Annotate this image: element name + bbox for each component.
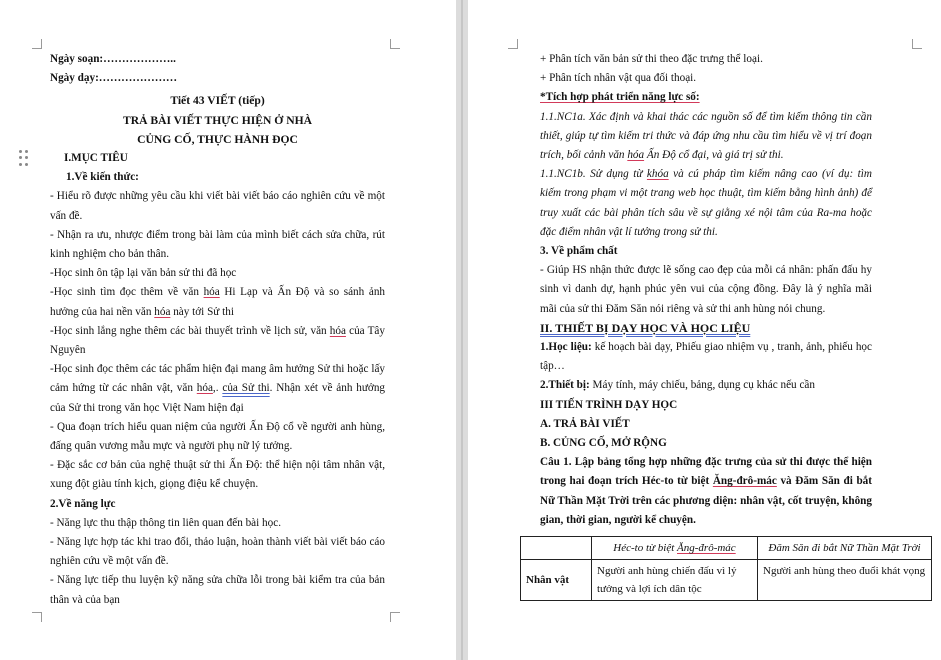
analysis-item: + Phân tích văn bản sử thi theo đặc trưng thể loại. — [540, 53, 763, 65]
question-1: Câu 1. Lập bảng tổng hợp những đặc trưng của sử thi được thể hiện trong hai đoạn trích Héc-to từ biệt Ăng-đrô-mác và Đăm Săn đi bắt Nữ Thần Mặt Trời trên các phương diện: nhân vật, cốt truyện, không gian, thời gian, người kể chuyện. — [540, 456, 872, 526]
corner-mark — [508, 39, 518, 49]
comparison-table[interactable] — [520, 536, 932, 601]
knowledge-item: -Học sinh đọc thêm các tác phẩm hiện đại mang âm hưởng Sử thi hoặc lấy cảm hứng từ các nhân vật, văn hóa,. của Sử thi. Nhận xét về ảnh hưởng của Sử thi trong văn học Việt Nam hiện đại — [50, 363, 386, 414]
digital-competence-heading: *Tích hợp phát triển năng lực số: — [540, 91, 700, 104]
corner-mark — [390, 39, 400, 49]
lesson-title-2: TRẢ BÀI VIẾT THỰC HIỆN Ở NHÀ — [123, 113, 312, 127]
table-cell[interactable] — [521, 537, 592, 560]
competence-item: - Năng lực thu thập thông tin liên quan đến bài học. — [50, 516, 282, 529]
competence-item: - Năng lực tiếp thu luyện kỹ năng sửa chữa lỗi trong bài kiểm tra của bản thân và của bạn — [50, 574, 385, 606]
sub-competence: 2.Về năng lực — [50, 497, 116, 510]
qualities-item: - Giúp HS nhận thức được lẽ sống cao đẹp của mỗi cá nhân: phấn đấu hy sinh vì danh dự, hạnh phúc yên vui của cộng đồng. Đây là ý nghĩa mãi mãi của sử thi Đăm Săn nói riêng và sử thi anh hùng nói chung. — [540, 264, 872, 315]
right-page-text[interactable] — [540, 50, 872, 530]
paragraph-drag-handle[interactable] — [19, 150, 31, 166]
section-equipment: II. THIẾT BỊ DẠY HỌC VÀ HỌC LIỆU — [540, 320, 751, 335]
knowledge-item: -Học sinh tìm đọc thêm về văn hóa Hi Lạp và Ấn Độ và so sánh ảnh hưởng của hai nền văn hóa này tới Sử thi — [50, 286, 386, 318]
date-prepared: Ngày soạn:……………….. — [50, 53, 176, 65]
knowledge-item: - Hiểu rõ được những yêu cầu khi viết bài viết báo cáo nghiên cứu về một vấn đề. — [50, 190, 385, 222]
corner-mark — [912, 39, 922, 49]
knowledge-item: -Học sinh lắng nghe thêm các bài thuyết trình về lịch sử, văn hóa của Tây Nguyên — [50, 324, 385, 357]
knowledge-item: - Nhận ra ưu, nhược điểm trong bài làm của mình biết cách sửa chữa, rút kinh nghiệm cho bản thân. — [50, 228, 385, 261]
digital-competence-item: 1.1.NC1a. Xác định và khai thác các nguồn số để tìm kiếm thông tin cần thiết, giúp tự tìm kiếm tri thức và đáp ứng nhu cầu tìm hiểu về vị trí đoạn trích, bối cảnh văn hóa Ấn Độ cổ đại, và giá trị sử thi. — [540, 110, 872, 162]
table-row — [521, 560, 932, 601]
table-cell[interactable]: Người anh hùng chiến đấu vì lý tưởng và lợi ích dân tộc — [592, 560, 758, 601]
corner-mark — [390, 612, 400, 622]
table-row-label[interactable]: Nhân vật — [521, 560, 592, 601]
part-b: B. CỦNG CỐ, MỞ RỘNG — [540, 437, 667, 450]
section-process: III TIẾN TRÌNH DẠY HỌC — [540, 398, 678, 411]
page-separator — [461, 0, 463, 660]
section-objectives: I.MỤC TIÊU — [64, 152, 128, 165]
sub-knowledge: 1.Về kiến thức: — [66, 171, 139, 184]
date-taught: Ngày dạy:………………… — [50, 72, 178, 85]
corner-mark — [32, 612, 42, 622]
knowledge-item: - Qua đoạn trích hiểu quan niệm của người Ấn Độ cổ về người anh hùng, đấng quân vương mẫu mực và người phụ nữ lý tưởng. — [50, 420, 385, 453]
equipment-item: 2.Thiết bị: Máy tính, máy chiếu, bảng, dụng cụ khác nếu cần — [540, 379, 815, 392]
table-header-cell[interactable]: Héc-to từ biệt Ăng-đrô-mác — [592, 537, 758, 560]
table-cell[interactable]: Người anh hùng theo đuổi khát vọng — [758, 560, 932, 601]
table-header-cell[interactable]: Đăm Săn đi bắt Nữ Thần Mặt Trời — [758, 537, 932, 560]
materials-item: 1.Học liệu: kế hoạch bài dạy, Phiếu giao nhiệm vụ , tranh, ảnh, phiếu học tập… — [540, 341, 872, 373]
part-a: A. TRẢ BÀI VIẾT — [540, 417, 630, 430]
table-header-row — [521, 537, 932, 560]
sub-qualities: 3. Về phẩm chất — [540, 245, 618, 258]
knowledge-item: - Đặc sắc cơ bản của nghệ thuật sử thi Ấn Độ: thể hiện nội tâm nhân vật, xung đột giàu tính kịch, giọng điệu kể chuyện. — [50, 459, 385, 491]
left-page-text[interactable] — [50, 50, 385, 610]
lesson-title-3: CỦNG CỐ, THỰC HÀNH ĐỌC — [137, 132, 298, 146]
knowledge-item: -Học sinh ôn tập lại văn bản sử thi đã học — [50, 267, 237, 280]
competence-item: - Năng lực hợp tác khi trao đổi, thảo luận, hoàn thành viết bài viết báo cáo nghiên cứu về một vấn đề. — [50, 536, 385, 568]
corner-mark — [32, 39, 42, 49]
analysis-item: + Phân tích nhân vật qua đối thoại. — [540, 72, 697, 85]
lesson-title-1: Tiết 43 VIẾT (tiếp) — [170, 94, 265, 108]
digital-competence-item: 1.1.NC1b. Sử dụng từ khóa và cú pháp tìm kiếm nâng cao (ví dụ: tìm kiếm trong phạm vi một trang web học thuật, tìm kiếm bằng hình ảnh) để truy xuất các bài phân tích sâu về sự giằng xé nội tâm của Ra-ma hoặc đặc điểm nhân vật lí tưởng trong sử thi. — [540, 168, 872, 238]
